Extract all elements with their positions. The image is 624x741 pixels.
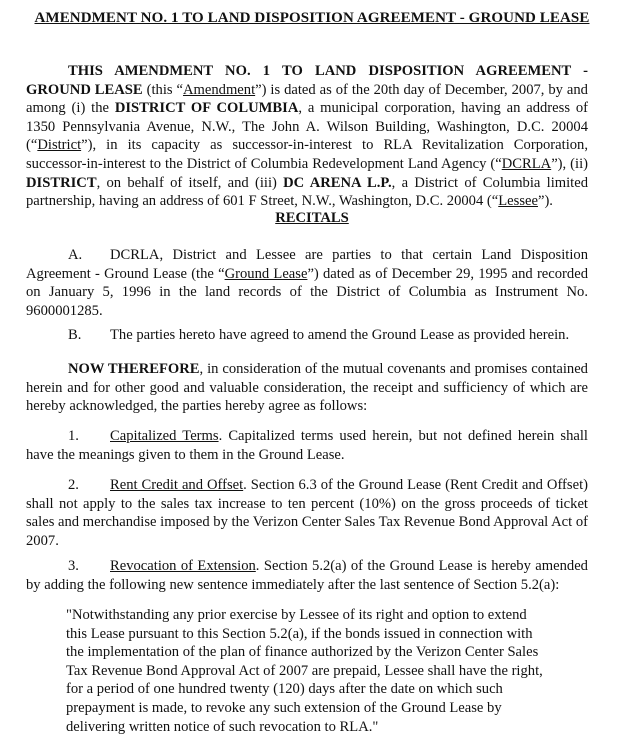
recital-a-text-1: DCRLA, District and Lessee are parties to that certain Land Disposition Agreement - Ground Lease (the “ bbox=[26, 247, 588, 282]
section-1-number: 1. bbox=[68, 428, 79, 444]
section-1-text: . Capitalized terms used herein, but not defined herein shall have the meanings given to them in the Ground Lease. bbox=[26, 428, 588, 463]
document-title: AMENDMENT NO. 1 TO LAND DISPOSITION AGREEMENT - GROUND LEASE bbox=[34, 10, 590, 26]
now-therefore-paragraph bbox=[26, 360, 588, 416]
section-1 bbox=[26, 427, 588, 464]
quoted-amendment-text bbox=[66, 606, 566, 736]
recital-b-label: B. bbox=[68, 327, 82, 343]
intro-text-2: ”) is dated as of the 20th day of December, 2007, by and among (i) the bbox=[26, 81, 588, 117]
section-2-text: . Section 6.3 of the Ground Lease (Rent Credit and Offset) shall not apply to the sales tax increase to ten percent (10%) on the gross proceeds of ticket sales and merchandise imposed by the Verizon Center Sales Tax Revenue Bond Approval Act of 2007. bbox=[26, 477, 588, 549]
intro-lead: THIS AMENDMENT NO. 1 TO LAND DISPOSITION AGREEMENT - GROUND LEASE bbox=[26, 63, 588, 98]
intro-text-4: ”), in its capacity as successor-in-interest to RLA Revitalization Corporation, successor-in-interest to the District of Columbia Redevelopment Land Agency (“ bbox=[26, 137, 588, 172]
section-3-heading: Revocation of Extension bbox=[110, 558, 256, 574]
quote-line: "Notwithstanding any prior exercise by Lessee of its right and option to extend bbox=[66, 607, 527, 623]
recital-a-label: A. bbox=[68, 247, 83, 263]
lessee-term: Lessee bbox=[498, 193, 538, 210]
intro-text-6: , on behalf of itself, and (iii) bbox=[96, 174, 284, 191]
quote-line: prepayment is made, to revoke any such extension of the Ground Lease by bbox=[66, 699, 502, 716]
now-therefore-lead: NOW THEREFORE bbox=[68, 361, 200, 377]
district-of-columbia-party: DISTRICT OF COLUMBIA bbox=[114, 100, 299, 117]
intro-paragraph bbox=[26, 62, 588, 211]
quote-line: the implementation of the plan of finance authorized by the Verizon Center Sales bbox=[66, 644, 539, 661]
intro-text-7: , a District of Columbia limited partnership, having an address of 601 F Street, N.W., Washington, D.C. 20004 (“ bbox=[26, 174, 588, 210]
section-3-number: 3. bbox=[68, 558, 79, 574]
section-2-heading: Rent Credit and Offset bbox=[110, 477, 244, 493]
quote-line: delivering written notice of such revocation to RLA." bbox=[66, 718, 379, 735]
recital-b bbox=[26, 326, 588, 345]
recital-b-text: The parties hereto have agreed to amend the Ground Lease as provided herein. bbox=[110, 327, 570, 343]
district-party: DISTRICT bbox=[26, 174, 97, 191]
intro-text-1: (this “ bbox=[142, 81, 183, 98]
section-3 bbox=[26, 557, 588, 594]
intro-text-8: ”). bbox=[537, 193, 553, 210]
quote-line: Tax Revenue Bond Approval Act of 2007 are prepaid, Lessee shall have the right, bbox=[66, 662, 543, 679]
intro-text-5: ”), (ii) bbox=[551, 155, 588, 172]
section-1-heading: Capitalized Terms bbox=[110, 428, 219, 444]
district-term: District bbox=[37, 137, 82, 154]
quote-line: for a period of one hundred twenty (120) days after the date on which such bbox=[66, 681, 503, 698]
amendment-term: Amendment bbox=[182, 81, 256, 98]
dc-arena-party: DC ARENA L.P. bbox=[283, 174, 392, 191]
quote-line: this Lease pursuant to this Section 5.2(a), if the bonds issued in connection with bbox=[66, 625, 533, 642]
section-2-number: 2. bbox=[68, 477, 79, 493]
ground-lease-term: Ground Lease bbox=[224, 265, 308, 282]
now-therefore-text: , in consideration of the mutual covenants and promises contained herein and for other good and valuable consideration, the receipt and sufficiency of which are hereby acknowledged, the parties hereby agree as follows: bbox=[26, 361, 588, 415]
dcrla-term: DCRLA bbox=[501, 155, 552, 172]
intro-text-3: , a municipal corporation, having an address of 1350 Pennsylvania Avenue, N.W., The John A. Wilson Building, Washington, D.C. 20004 (“ bbox=[26, 100, 588, 154]
recital-a-text-2: ”) dated as of December 29, 1995 and recorded on January 5, 1996 in the land records of the District of Columbia as Instrument No. 9600001285. bbox=[26, 265, 588, 319]
recitals-heading: RECITALS bbox=[275, 210, 349, 226]
recital-a bbox=[26, 246, 588, 320]
section-3-text: . Section 5.2(a) of the Ground Lease is hereby amended by adding the following new sentence immediately after the last sentence of Section 5.2(a): bbox=[26, 558, 588, 593]
section-2 bbox=[26, 476, 588, 550]
